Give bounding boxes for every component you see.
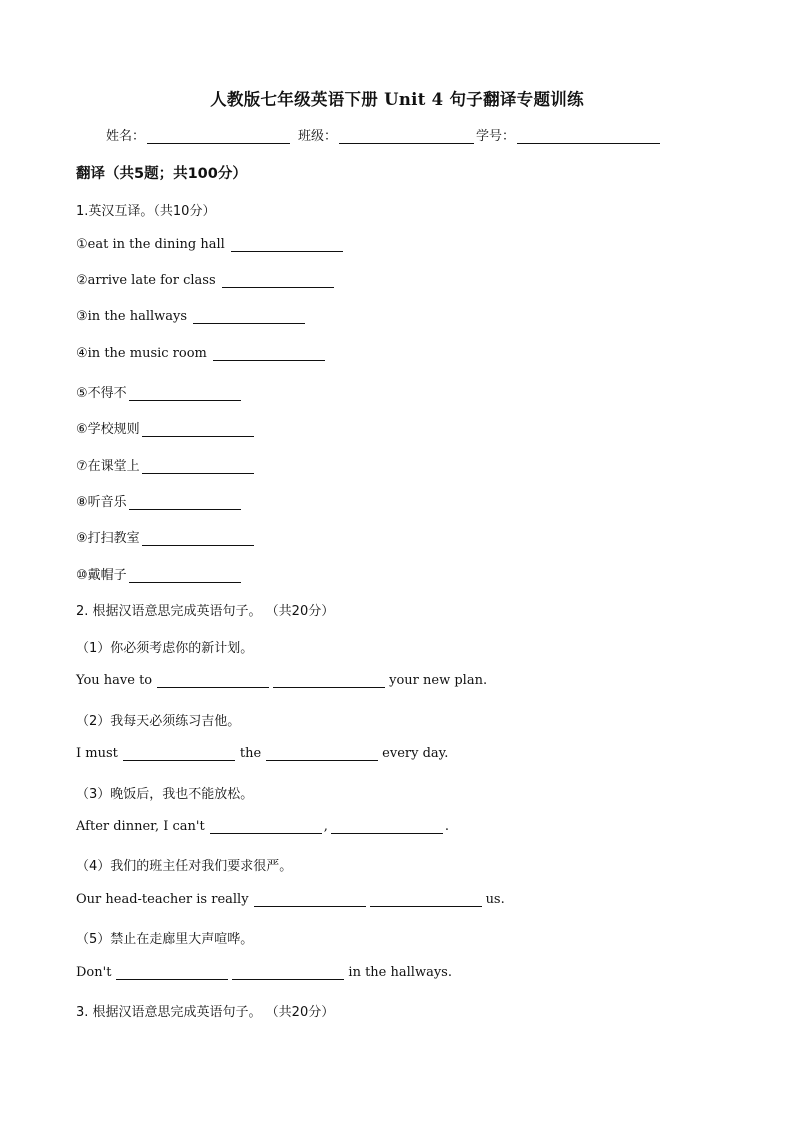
page-title: 人教版七年级英语下册 Unit 4 句子翻译专题训练 <box>210 90 584 109</box>
sentence-text: your new plan. <box>389 673 488 688</box>
answer-blank[interactable] <box>331 820 443 834</box>
q2-s3-sentence <box>76 819 449 834</box>
q1-item-text: ⑧听音乐 <box>76 495 127 510</box>
answer-blank[interactable] <box>232 966 344 980</box>
answer-blank[interactable] <box>254 893 366 907</box>
sentence-text: the <box>239 746 262 761</box>
q1-item <box>76 309 307 324</box>
q1-item-text: ⑤不得不 <box>76 386 127 401</box>
answer-blank[interactable] <box>266 747 378 761</box>
sentence-text: us. <box>485 892 505 907</box>
q2-s3-chinese: （3）晚饭后，我也不能放松。 <box>76 787 254 802</box>
q1-item <box>76 237 345 252</box>
q2-s2-chinese: （2）我每天必须练习吉他。 <box>76 714 241 729</box>
class-label: 班级： <box>298 129 338 144</box>
answer-blank[interactable] <box>273 674 385 688</box>
q1-item <box>76 273 336 288</box>
answer-blank[interactable] <box>157 674 269 688</box>
section-title: 翻译（共5题；共100分） <box>76 166 247 182</box>
q1-item <box>76 382 243 401</box>
q1-item <box>76 491 243 510</box>
sentence-text: After dinner, I can't <box>76 819 205 834</box>
q1-item-text: ⑩戴帽子 <box>76 568 127 583</box>
id-blank[interactable] <box>517 129 660 144</box>
q1-item-text: ②arrive late for class <box>76 273 216 288</box>
answer-blank[interactable] <box>193 310 305 324</box>
q1-item-text: ⑦在课堂上 <box>76 459 140 474</box>
answer-blank[interactable] <box>129 569 241 583</box>
name-label: 姓名： <box>106 129 146 144</box>
q1-item-text: ⑥学校规则 <box>76 422 140 437</box>
q2-s4-sentence <box>76 892 505 907</box>
q2-s1-sentence <box>76 673 487 688</box>
id-label: 学号： <box>476 129 516 144</box>
answer-blank[interactable] <box>231 238 343 252</box>
answer-blank[interactable] <box>213 347 325 361</box>
q1-item <box>76 455 256 474</box>
q1-item-text: ④in the music room <box>76 346 207 361</box>
sentence-text: , <box>323 819 328 834</box>
name-blank[interactable] <box>147 129 290 144</box>
sentence-text: I must <box>76 746 118 761</box>
sentence-text: in the hallways. <box>348 965 452 980</box>
sentence-text: every day. <box>382 746 449 761</box>
answer-blank[interactable] <box>370 893 482 907</box>
q1-item <box>76 418 256 437</box>
answer-blank[interactable] <box>142 423 254 437</box>
answer-blank[interactable] <box>210 820 322 834</box>
sentence-text: Our head-teacher is really <box>76 892 249 907</box>
student-info-row <box>106 125 662 144</box>
class-blank[interactable] <box>339 129 474 144</box>
q1-item-text: ①eat in the dining hall <box>76 237 225 252</box>
sentence-text: You have to <box>76 673 153 688</box>
answer-blank[interactable] <box>142 532 254 546</box>
q1-item-text: ⑨打扫教室 <box>76 531 140 546</box>
answer-blank[interactable] <box>142 460 254 474</box>
q1-item <box>76 564 243 583</box>
q2-s1-chinese: （1）你必须考虑你的新计划。 <box>76 641 254 656</box>
q1-item <box>76 527 256 546</box>
q2-prompt: 2. 根据汉语意思完成英语句子。 （共20分） <box>76 604 335 619</box>
q3-prompt: 3. 根据汉语意思完成英语句子。 （共20分） <box>76 1005 335 1020</box>
sentence-text: . <box>444 819 449 834</box>
answer-blank[interactable] <box>116 966 228 980</box>
answer-blank[interactable] <box>129 496 241 510</box>
answer-blank[interactable] <box>222 274 334 288</box>
q1-item <box>76 346 327 361</box>
answer-blank[interactable] <box>129 387 241 401</box>
q2-s2-sentence <box>76 746 448 761</box>
sentence-text: Don't <box>76 965 112 980</box>
q2-s5-sentence <box>76 965 452 980</box>
q2-s5-chinese: （5）禁止在走廊里大声喧哗。 <box>76 932 254 947</box>
answer-blank[interactable] <box>123 747 235 761</box>
q1-prompt: 1.英汉互译。（共10分） <box>76 204 216 219</box>
q2-s4-chinese: （4）我们的班主任对我们要求很严。 <box>76 859 293 874</box>
q1-item-text: ③in the hallways <box>76 309 188 324</box>
